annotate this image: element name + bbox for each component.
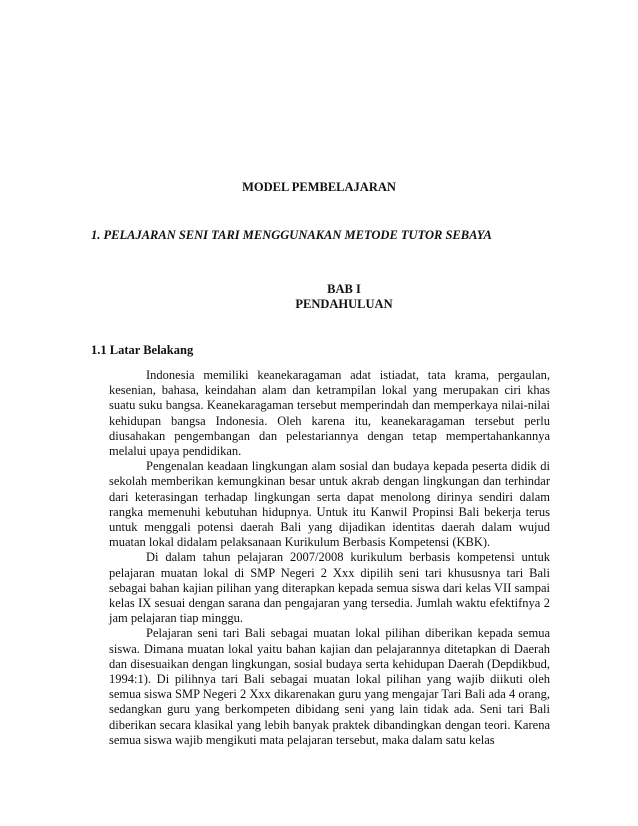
chapter-title: PENDAHULUAN [295,297,393,311]
document-title: MODEL PEMBELAJARAN [242,180,396,194]
paragraph: Pengenalan keadaan lingkungan alam sosial dan budaya kepada peserta didik di sekolah memberikan kemungkinan besar untuk akrab dengan lingkungan dan terhindar dari keterasingan terhadap lingkungan serta dapat menolong dirinya sendiri dalam rangka memenuhi kebutuhan hidupnya. Untuk itu Kanwil Propinsi Bali bekerja terus untuk menggali potensi daerah Bali yang dijadikan identitas daerah dalam wujud muatan lokal didalam pelaksanaan Kurikulum Berbasis Kompetensi (KBK). [109,459,550,550]
paragraph: Indonesia memiliki keanekaragaman adat istiadat, tata krama, pergaulan, kesenian, bahasa, keindahan alam dan ketrampilan lokal yang merupakan ciri khas suatu suku bangsa. Keanekaragaman tersebut memperindah dan memperkaya nilai-nilai kehidupan bangsa Indonesia. Oleh karena itu, keanekaragaman tersebut perlu diusahakan pengembangan dan pelestariannya dengan tetap mempertahankannya melalui upaya pendidikan. [109,368,550,459]
paragraph: Di dalam tahun pelajaran 2007/2008 kurikulum berbasis kompetensi untuk pelajaran muatan lokal di SMP Negeri 2 Xxx dipilih seni tari khususnya tari Bali sebagai bahan kajian pilihan yang diterapkan kepada semua siswa dari kelas VII sampai kelas IX sesuai dengan sarana dan pengajaran yang tersedia. Jumlah waktu efektifnya 2 jam pelajaran tiap minggu. [109,550,550,626]
body-text [109,368,550,748]
chapter-heading [0,282,638,312]
chapter-number: BAB I [327,282,361,296]
section-heading: 1. PELAJARAN SENI TARI MENGGUNAKAN METODE TUTOR SEBAYA [91,228,492,242]
paragraph: Pelajaran seni tari Bali sebagai muatan lokal pilihan diberikan kepada semua siswa. Dimana muatan lokal yaitu bahan kajian dan pelajarannya ditetapkan di Daerah dan disesuaikan dengan lingkungan, sosial budaya serta kehidupan Daerah (Depdikbud, 1994:1). Di pilihnya tari Bali sebagai muatan lokal pilihan yang wajib diikuti oleh semua siswa SMP Negeri 2 Xxx dikarenakan guru yang mengajar Tari Bali ada 4 orang, sedangkan guru yang berkompeten dibidang seni yang lain tidak ada. Seni tari Bali diberikan secara klasikal yang lebih banyak praktek dibandingkan dengan teori. Karena semua siswa wajib mengikuti mata pelajaran tersebut, maka dalam satu kelas [109,626,550,747]
subsection-heading: 1.1 Latar Belakang [91,343,194,357]
